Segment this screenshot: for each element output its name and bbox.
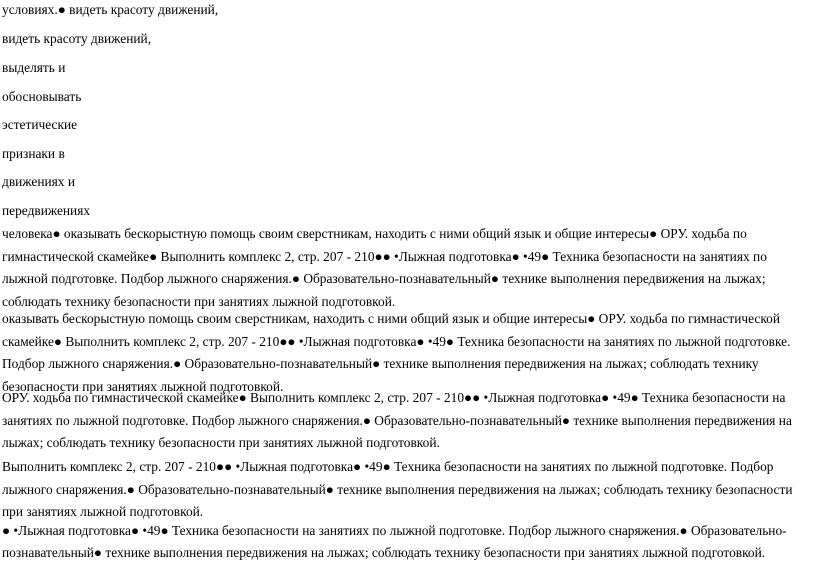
text-line-5: эстетические — [2, 117, 78, 132]
text-line-2: видеть красоту движений, — [2, 31, 152, 46]
paragraph-5: ● •Лыжная подготовка● •49● Техника безопасности на занятиях по лыжной подготовке. Подбор лыжного снаряжения.● Образовательно-познавательный● технике выполнения передвижения на лыжах; соблюдать технику безопасности при занятиях лыжной подготовкой. — [2, 523, 787, 560]
text-line-3: выделять и — [2, 60, 66, 75]
paragraph-4: Выполнить комплекс 2, стр. 207 - 210●● •Лыжная подготовка● •49● Техника безопасности на занятиях по лыжной подготовке. Подбор лыжного снаряжения.● Образовательно-познавательный● технике выполнения передвижения на лыжах; соблюдать технику безопасности при занятиях лыжной подготовкой. — [2, 459, 793, 519]
text-line-6: признаки в — [2, 146, 65, 161]
text-line-1: условиях.● видеть красоту движений, — [2, 2, 219, 17]
text-line-8: передвижениях — [2, 203, 91, 218]
text-line-4: обосновывать — [2, 89, 82, 104]
paragraph-2: оказывать бескорыстную помощь своим сверстникам, находить с ними общий язык и общие интересы● ОРУ. ходьба по гимнастической скамейке● Выполнить комплекс 2, стр. 207 - 210●● •Лыжная подготовка● •49● Техника безопасности на занятиях по лыжной подготовке. Подбор лыжного снаряжения.● Образовательно-познавательный● технике выполнения передвижения на лыжах; соблюдать технику безопасности при занятиях лыжной подготовкой. — [2, 311, 791, 394]
text-line-7: движениях и — [2, 174, 76, 189]
paragraph-3: ОРУ. ходьба по гимнастической скамейке● Выполнить комплекс 2, стр. 207 - 210●● •Лыжная подготовка● •49● Техника безопасности на занятиях по лыжной подготовке. Подбор лыжного снаряжения.● Образовательно-познавательный● технике выполнения передвижения на лыжах; соблюдать технику безопасности при занятиях лыжной подготовкой. — [2, 390, 792, 450]
paragraph-1: человека● оказывать бескорыстную помощь своим сверстникам, находить с ними общий язык и общие интересы● ОРУ. ходьба по гимнастической скамейке● Выполнить комплекс 2, стр. 207 - 210●● •Лыжная подготовка● •49● Техника безопасности на занятиях по лыжной подготовке. Подбор лыжного снаряжения.● Образовательно-познавательный● технике выполнения передвижения на лыжах; соблюдать технику безопасности при занятиях лыжной подготовкой. — [2, 226, 767, 309]
